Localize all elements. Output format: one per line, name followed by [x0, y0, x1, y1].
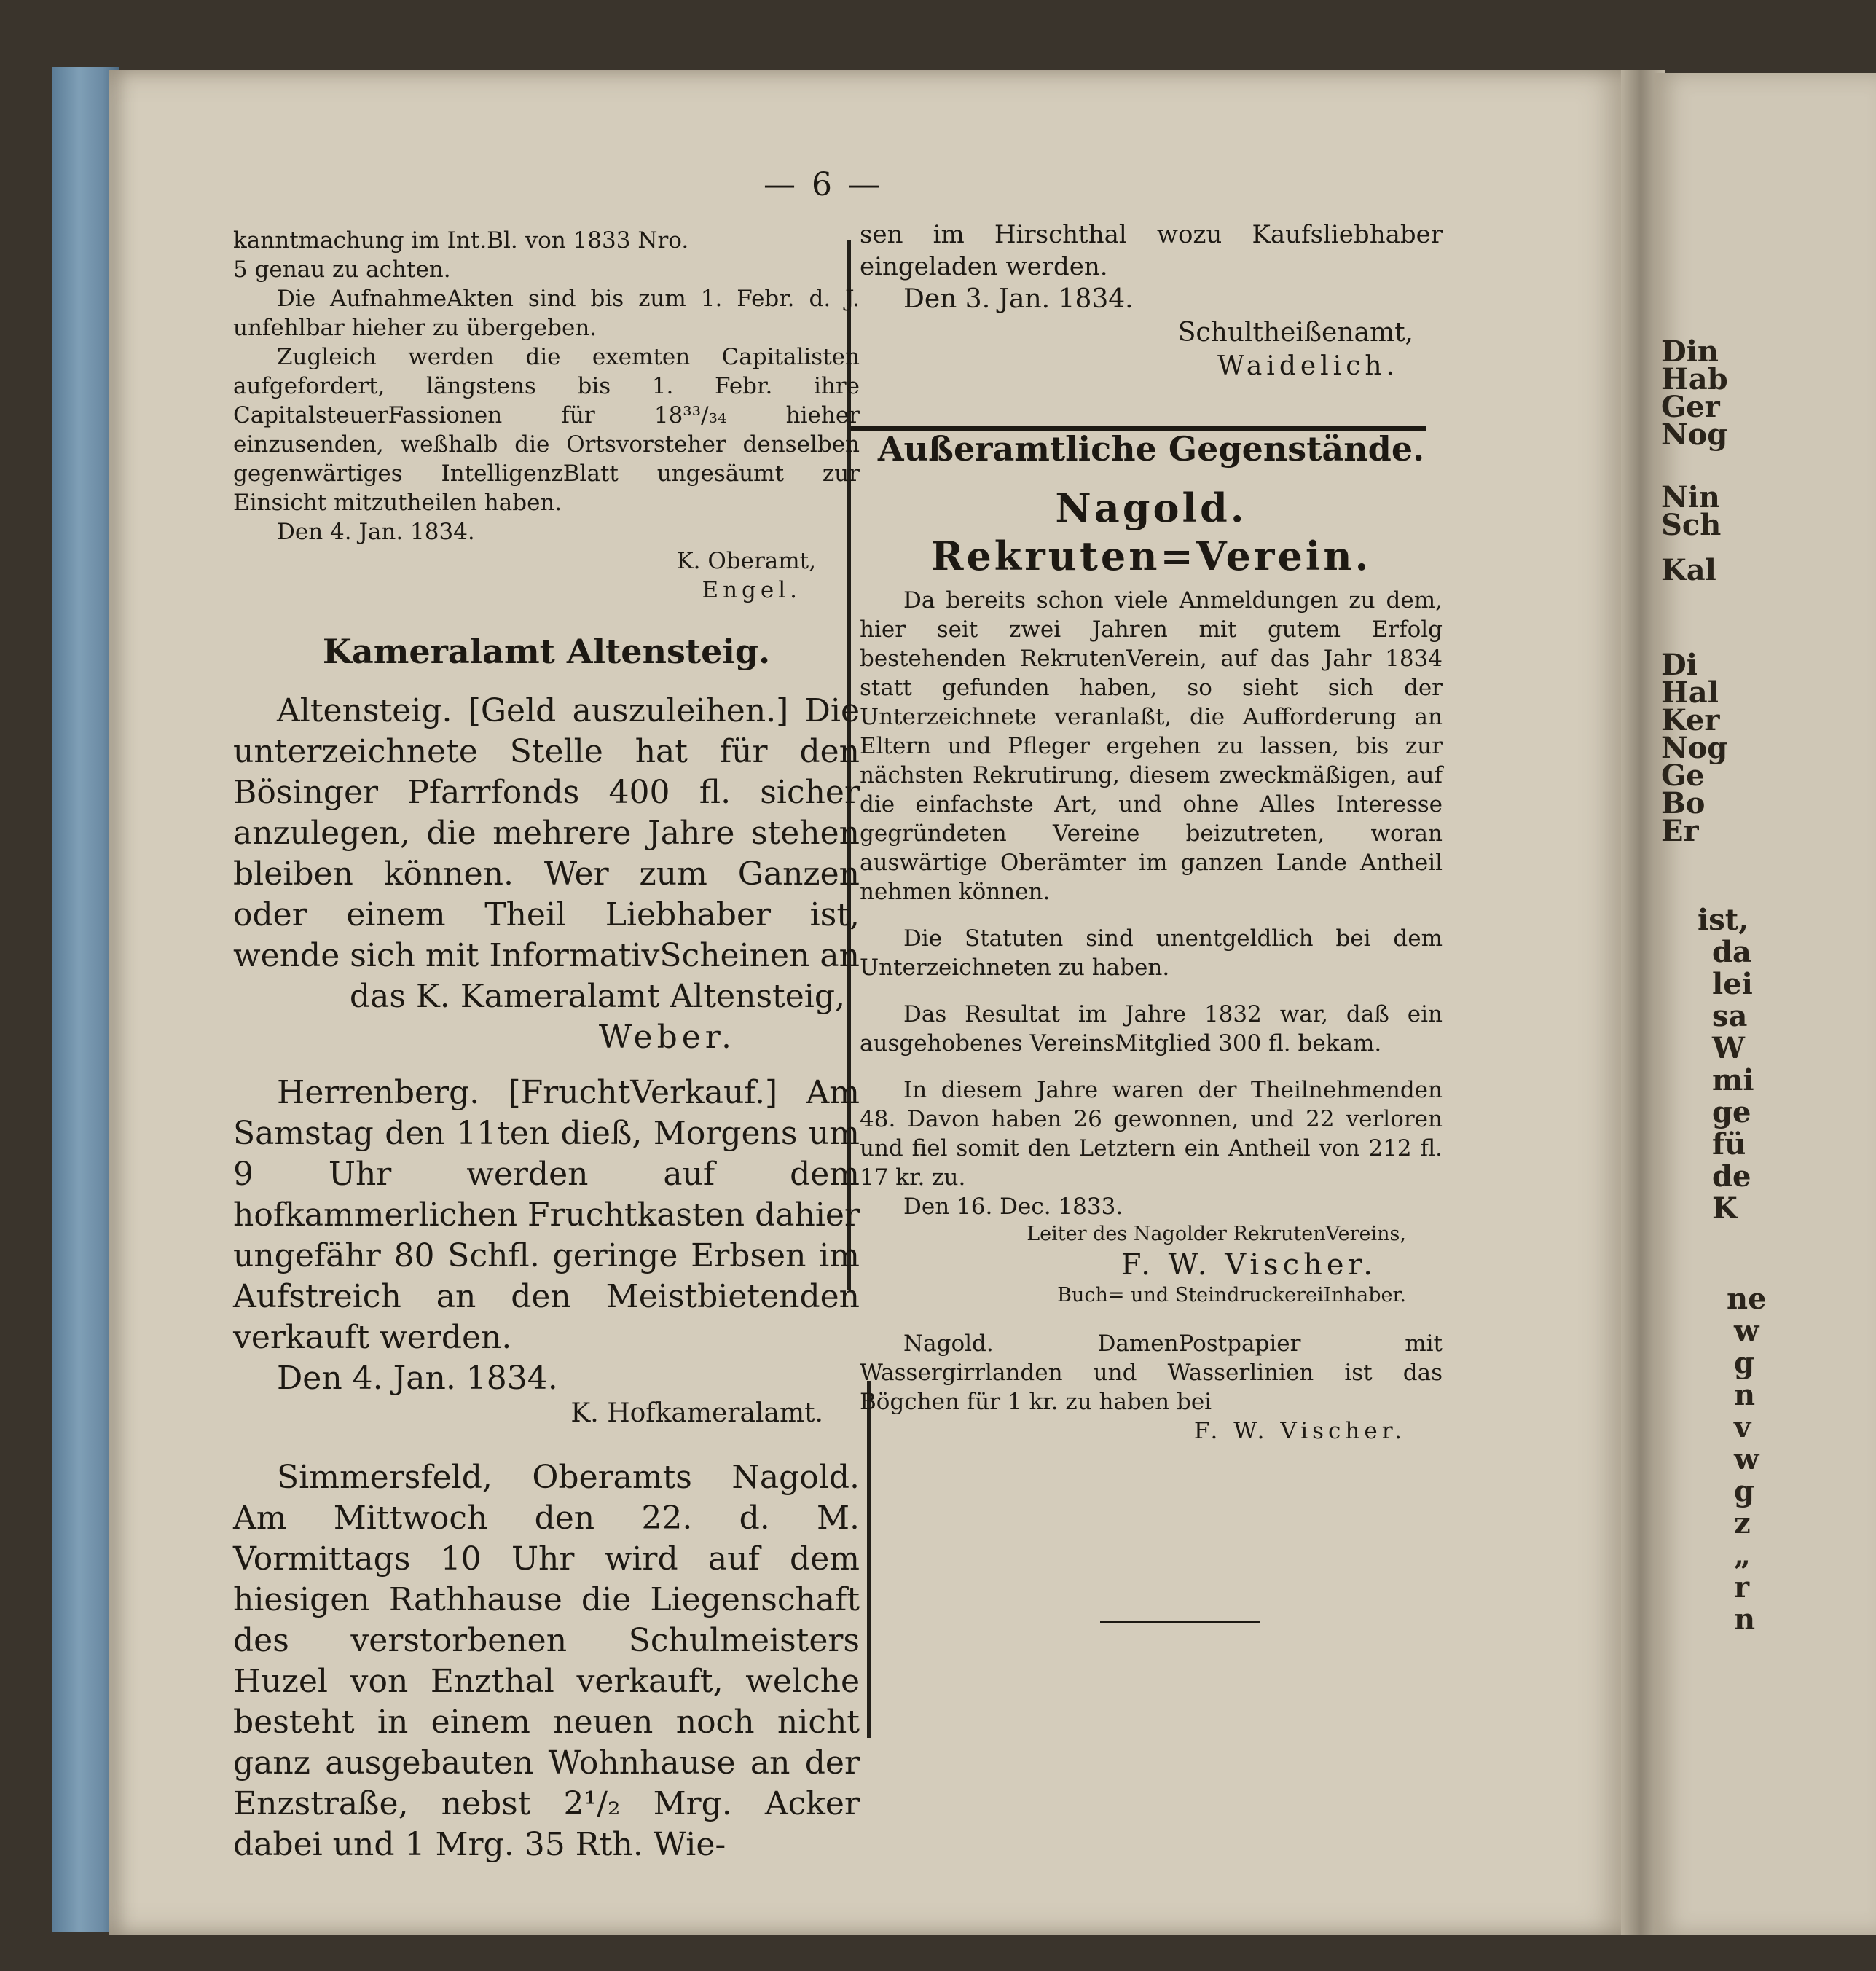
intro-signature-name: Engel.: [702, 577, 801, 603]
end-rule: [1100, 1621, 1260, 1623]
section-heading: Außeramtliche Gegenstände.: [877, 429, 1425, 469]
next-page-fragment: K: [1712, 1191, 1738, 1226]
herrenberg-signature: K. Hofkameralamt.: [570, 1398, 823, 1428]
next-page-fragment: Hal: [1661, 675, 1719, 710]
next-page-fragment: sa: [1712, 999, 1748, 1033]
next-page-fragment: Sch: [1661, 508, 1722, 542]
verein-signature-profession: Buch= und SteindruckereiInhaber.: [1057, 1284, 1406, 1306]
intro-paragraph-3: Zugleich werden die exemten Capitalisten aufgefordert, längstens bis 1. Febr. ihre CapitalsteuerFassionen für 18³³/₃₄ hieher einzusenden, weßhalb die Ortsvorsteher denselben gegenwärtiges IntelligenzBlatt ungesäumt zur Einsicht mitzutheilen haben.: [233, 344, 860, 516]
verein-date: Den 16. Dec. 1833.: [903, 1194, 1123, 1220]
next-page-fragment: Ge: [1661, 759, 1705, 793]
right-column: [860, 219, 1443, 1446]
next-page-fragment: Kal: [1661, 553, 1716, 587]
next-page-fragment: Din: [1661, 334, 1719, 369]
verein-heading: Nagold. Rekruten=Verein.: [930, 485, 1372, 579]
verein-paragraph-1: Da bereits schon viele Anmeldungen zu dem, hier seit zwei Jahren mit gutem Erfolg bestehenden RekrutenVerein, auf das Jahr 1834 statt gefunden haben, so sieht sich der Unterzeichnete veranlaßt, die Aufforderung an Eltern und Pfleger ergehen zu lassen, bis zur nächsten Rekrutirung, diesem zweckmäßigen, auf die einfachste Art, und ohne Alles Interesse gegründeten Vereine beizutreten, woran auswärtige Oberämter im ganzen Lande Antheil nehmen können.: [860, 587, 1443, 905]
next-page-fragment: z: [1734, 1506, 1751, 1540]
postpapier-signature: F. W. Vischer.: [1193, 1418, 1406, 1444]
next-page-fragment: g: [1734, 1346, 1754, 1380]
next-page-fragment: r: [1734, 1570, 1750, 1604]
verein-paragraph-2: Die Statuten sind unentgeldlich bei dem Unterzeichneten zu haben.: [860, 925, 1443, 981]
intro-line-1: kanntmachung im Int.Bl. von 1833 Nro.: [233, 227, 689, 254]
next-page-fragment: Er: [1661, 814, 1699, 848]
next-page-edge: [1654, 73, 1876, 1935]
next-page-fragment: ne: [1727, 1282, 1767, 1316]
hirschthal-date: Den 3. Jan. 1834.: [903, 284, 1134, 314]
next-page-fragment: de: [1712, 1159, 1751, 1194]
next-page-fragment: lei: [1712, 967, 1753, 1001]
next-page-fragment: w: [1734, 1442, 1759, 1476]
next-page-fragment: Nog: [1661, 731, 1728, 765]
verein-paragraph-3: Das Resultat im Jahre 1832 war, daß ein ausgehobenes VereinsMitglied 300 fl. bekam.: [860, 1001, 1443, 1057]
next-page-fragment: fü: [1712, 1127, 1746, 1161]
intro-line-2: 5 genau zu achten.: [233, 256, 451, 283]
hirschthal-continuation: sen im Hirschthal wozu Kaufsliebhaber eingeladen werden.: [860, 220, 1443, 281]
next-page-fragment: Hab: [1661, 362, 1728, 396]
next-page-fragment: da: [1712, 935, 1751, 969]
next-page-fragment: Nin: [1661, 480, 1720, 514]
herrenberg-date: Den 4. Jan. 1834.: [277, 1360, 558, 1397]
simmersfeld-notice: Simmersfeld, Oberamts Nagold. Am Mittwoch den 22. d. M. Vormittags 10 Uhr wird auf dem hiesigen Rathhause die Liegenschaft des verstorbenen Schulmeisters Huzel von Enzthal verkauft, welche besteht in einem neuen noch nicht ganz ausgebauten Wohnhause an der Enzstraße, nebst 2¹/₂ Mrg. Acker dabei und 1 Mrg. 35 Rth. Wie-: [233, 1459, 860, 1863]
next-page-fragment: v: [1734, 1410, 1751, 1444]
next-page-fragment: Di: [1661, 648, 1698, 682]
next-page-fragment: g: [1734, 1474, 1754, 1508]
next-page-fragment: Bo: [1661, 786, 1706, 820]
next-page-fragment: ge: [1712, 1095, 1751, 1129]
next-page-fragment: ist,: [1698, 903, 1749, 937]
intro-date: Den 4. Jan. 1834.: [277, 519, 475, 545]
herrenberg-notice: Herrenberg. [FruchtVerkauf.] Am Samstag den 11ten dieß, Morgens um 9 Uhr werden auf dem hofkammerlichen Fruchtkasten dahier ungefähr 80 Schfl. geringe Erbsen im Aufstreich an den Meistbietenden verkauft werden.: [233, 1074, 860, 1356]
postpapier-notice: Nagold. DamenPostpapier mit Wassergirrlanden und Wasserlinien ist das Bögchen für 1 kr. zu haben bei: [860, 1331, 1443, 1415]
hirschthal-signature-name: Waidelich.: [1217, 351, 1399, 381]
left-column: [233, 226, 860, 1865]
next-page-fragment: „: [1734, 1538, 1751, 1572]
page-number: — 6 —: [764, 166, 883, 203]
next-page-fragment: mi: [1712, 1063, 1754, 1097]
hirschthal-signature-office: Schultheißenamt,: [1177, 318, 1413, 348]
next-page-fragment: n: [1734, 1378, 1756, 1412]
next-page-fragment: Nog: [1661, 418, 1728, 452]
verein-signature-title: Leiter des Nagolder RekrutenVereins,: [1027, 1223, 1406, 1245]
next-page-fragment: w: [1734, 1314, 1759, 1348]
next-page-fragment: Ker: [1661, 703, 1720, 737]
altensteig-signature: Weber.: [598, 1019, 736, 1056]
next-page-fragment: Ger: [1661, 390, 1720, 424]
altensteig-address: das K. Kameralamt Altensteig,: [349, 978, 845, 1015]
kameralamt-heading: Kameralamt Altensteig.: [322, 632, 771, 671]
altensteig-notice: Altensteig. [Geld auszuleihen.] Die unterzeichnete Stelle hat für den Bösinger Pfarrfonds 400 fl. sicher anzulegen, die mehrere Jahre stehen bleiben können. Wer zum Ganzen oder einem Theil Liebhaber ist, wende sich mit InformativScheinen an: [233, 692, 860, 974]
verein-paragraph-4: In diesem Jahre waren der Theilnehmenden 48. Davon haben 26 gewonnen, und 22 verloren und fiel somit den Letztern ein Antheil von 212 fl. 17 kr. zu.: [860, 1077, 1443, 1191]
intro-signature-office: K. Oberamt,: [676, 548, 816, 574]
next-page-fragment: W: [1712, 1031, 1745, 1065]
next-page-fragment: n: [1734, 1602, 1756, 1637]
verein-signature-name: F. W. Vischer.: [1121, 1248, 1377, 1282]
intro-paragraph-2: Die AufnahmeAkten sind bis zum 1. Febr. d. J. unfehlbar hieher zu übergeben.: [233, 286, 860, 341]
